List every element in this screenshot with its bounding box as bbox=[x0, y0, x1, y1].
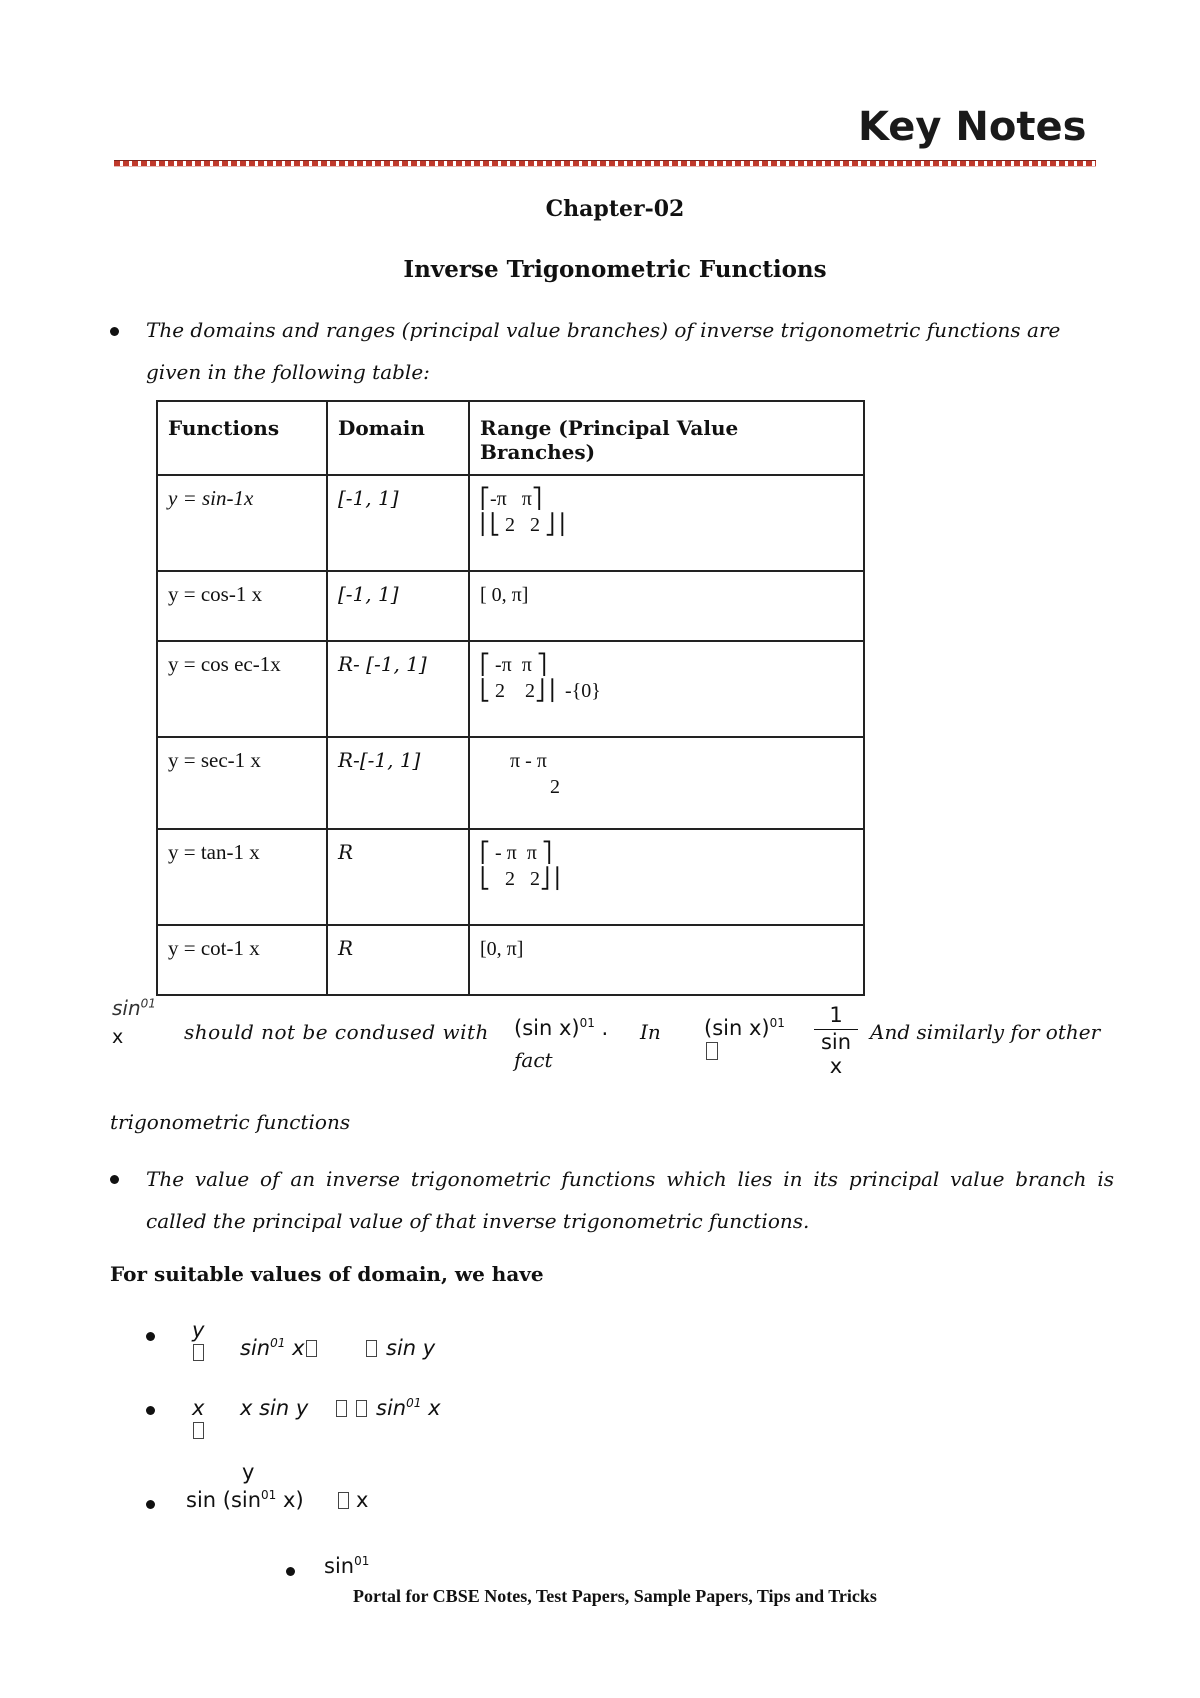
note-text-2: And similarly for other bbox=[870, 1020, 1101, 1044]
function-cell: y = sin-1x bbox=[157, 475, 327, 571]
range-line: π - π bbox=[480, 750, 547, 772]
footer-text: Portal for CBSE Notes, Test Papers, Sample Papers, Tips and Tricks bbox=[353, 1586, 877, 1606]
chapter-label: Chapter-02 bbox=[545, 196, 685, 222]
bullet1-x: x bbox=[292, 1336, 305, 1360]
note-expr-2-text: (sin x) bbox=[704, 1016, 770, 1040]
note-fact: fact bbox=[514, 1048, 553, 1072]
bullet1-sin: sin bbox=[240, 1336, 271, 1360]
note-sin-label bbox=[112, 996, 156, 1020]
note-in: In bbox=[640, 1020, 661, 1044]
range-line: ⎡-π π⎤ bbox=[480, 488, 542, 510]
table-header-row bbox=[157, 401, 864, 475]
range-line: ⎢⎣ 2 2 ⎦⎥ bbox=[480, 514, 565, 536]
bullet4-expr bbox=[324, 1554, 369, 1578]
range-cell bbox=[469, 829, 864, 925]
range-cell bbox=[469, 737, 864, 829]
bullet-dot bbox=[110, 327, 119, 336]
bullet-dot bbox=[286, 1567, 295, 1576]
bullet2-x: x bbox=[192, 1396, 205, 1420]
bullet-dot bbox=[146, 1500, 155, 1509]
domain-cell: [-1, 1] bbox=[327, 571, 469, 641]
function-cell: y = cot-1 x bbox=[157, 925, 327, 995]
principal-line-2: called the principal value of that inverse trigonometric functions. bbox=[146, 1209, 810, 1233]
bullet2-sin-text: sin bbox=[376, 1396, 407, 1420]
domain-cell: R- [-1, 1] bbox=[327, 641, 469, 737]
bullet4-sin: sin bbox=[324, 1554, 355, 1578]
principal-line-1: The value of an inverse trigonometric functions which lies in its principal value branch is bbox=[146, 1167, 1114, 1191]
table-row bbox=[157, 925, 864, 995]
table-row bbox=[157, 571, 864, 641]
bullet-dot bbox=[146, 1406, 155, 1415]
implies-glyph-box bbox=[356, 1400, 367, 1417]
range-line: ⎣ 2 2⎦⎥ -{0} bbox=[480, 680, 601, 702]
bullet2-expr: x sin y bbox=[240, 1396, 309, 1420]
bullet2-rest: x bbox=[428, 1396, 441, 1420]
equals-glyph-box bbox=[193, 1422, 204, 1439]
note-expr-2 bbox=[704, 1016, 785, 1040]
bullet2-sin bbox=[376, 1396, 441, 1420]
header-title: Key Notes bbox=[858, 104, 1087, 150]
fraction-denominator-1: sin bbox=[820, 1030, 852, 1054]
header-divider bbox=[114, 160, 1096, 167]
range-cell bbox=[469, 641, 864, 737]
range-line: [ 0, π] bbox=[480, 584, 529, 606]
inverse-trig-table bbox=[156, 400, 865, 996]
implies-glyph-box bbox=[306, 1340, 317, 1357]
note-text-1: should not be condused with bbox=[184, 1020, 489, 1044]
note-expr-1 bbox=[514, 1016, 608, 1040]
bullet3-sin: sin (sin bbox=[186, 1488, 262, 1512]
fraction bbox=[814, 1003, 858, 1078]
intro-line-1: The domains and ranges (principal value branches) of inverse trigonometric functions are bbox=[146, 318, 1061, 342]
equals-glyph-box bbox=[338, 1492, 349, 1509]
domain-cell: R bbox=[327, 829, 469, 925]
bullet-dot bbox=[110, 1175, 119, 1184]
function-cell: y = tan-1 x bbox=[157, 829, 327, 925]
bullet3-expr bbox=[186, 1488, 304, 1512]
header-domain: Domain bbox=[327, 401, 469, 475]
page-title: Inverse Trigonometric Functions bbox=[403, 256, 827, 283]
bullet1-expr bbox=[240, 1336, 305, 1360]
note-expr-1-sup: 01 bbox=[579, 1016, 595, 1030]
range-cell bbox=[469, 571, 864, 641]
bullet3-sup: 01 bbox=[261, 1488, 277, 1502]
note-line-2: trigonometric functions bbox=[110, 1110, 351, 1134]
domain-cell: R bbox=[327, 925, 469, 995]
intro-paragraph bbox=[146, 309, 1126, 393]
implies-glyph-box bbox=[366, 1340, 377, 1357]
bullet2-y: y bbox=[242, 1460, 255, 1484]
bullet2-sup: 01 bbox=[406, 1396, 422, 1410]
range-line: ⎡ -π π ⎤ bbox=[480, 654, 547, 676]
note-sin-text: sin bbox=[112, 996, 141, 1020]
note-expr-2-sup: 01 bbox=[769, 1016, 785, 1030]
note-x: x bbox=[112, 1026, 124, 1048]
table-row bbox=[157, 475, 864, 571]
fraction-numerator: 1 bbox=[829, 1003, 843, 1027]
table-row bbox=[157, 829, 864, 925]
function-cell: y = sec-1 x bbox=[157, 737, 327, 829]
bullet1-tail: sin y bbox=[386, 1336, 436, 1360]
bullet1-sup: 01 bbox=[270, 1336, 286, 1350]
domain-heading: For suitable values of domain, we have bbox=[110, 1262, 544, 1286]
domain-cell: R-[-1, 1] bbox=[327, 737, 469, 829]
range-line: ⎣ 2 2⎦⎥ bbox=[480, 868, 560, 890]
bullet-dot bbox=[146, 1332, 155, 1341]
domain-cell: [-1, 1] bbox=[327, 475, 469, 571]
equals-glyph-box bbox=[706, 1042, 718, 1060]
bullet1-y: y bbox=[192, 1318, 205, 1342]
range-line: ⎡ - π π ⎤ bbox=[480, 842, 552, 864]
note-dot: . bbox=[601, 1016, 609, 1040]
range-cell bbox=[469, 475, 864, 571]
bullet3-tail: x bbox=[356, 1488, 369, 1512]
range-line: [0, π] bbox=[480, 938, 524, 960]
range-line: 2 bbox=[480, 776, 560, 798]
note-expr-1-text: (sin x) bbox=[514, 1016, 580, 1040]
equals-glyph-box bbox=[193, 1344, 204, 1361]
function-cell: y = cos ec-1x bbox=[157, 641, 327, 737]
header-functions: Functions bbox=[157, 401, 327, 475]
intro-line-2: given in the following table: bbox=[146, 360, 430, 384]
implies-glyph-box bbox=[336, 1400, 347, 1417]
principal-paragraph bbox=[146, 1158, 1114, 1242]
note-sin-sup: 01 bbox=[140, 996, 156, 1011]
table-row bbox=[157, 737, 864, 829]
bullet4-sup: 01 bbox=[354, 1554, 370, 1568]
function-cell: y = cos-1 x bbox=[157, 571, 327, 641]
header-range: Range (Principal Value Branches) bbox=[469, 401, 864, 475]
range-cell bbox=[469, 925, 864, 995]
bullet3-rest: x) bbox=[283, 1488, 304, 1512]
table-row bbox=[157, 641, 864, 737]
fraction-denominator-2: x bbox=[829, 1054, 843, 1078]
